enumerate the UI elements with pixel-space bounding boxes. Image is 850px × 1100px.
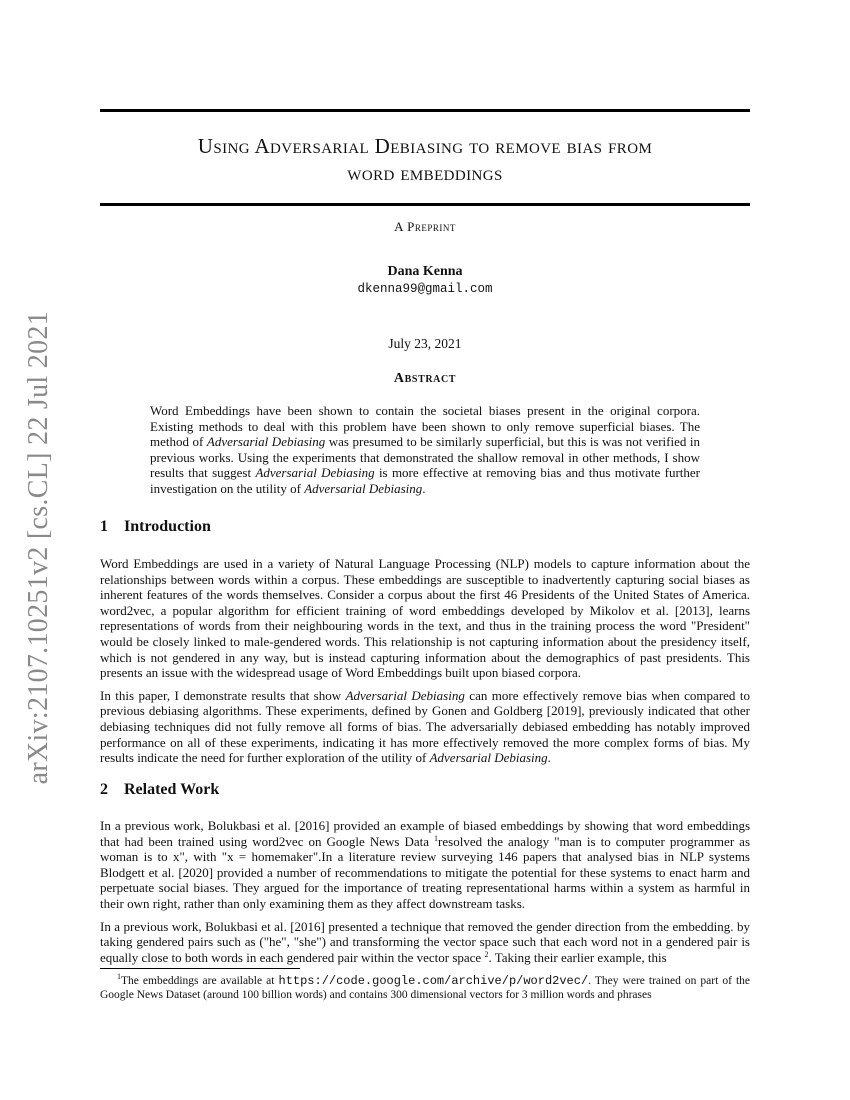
related-work-body: [100, 818, 750, 972]
emphasis: Adversarial Debiasing: [206, 434, 326, 450]
author-name: Dana Kenna: [387, 264, 463, 279]
emphasis: Adversarial Debiasing: [345, 687, 465, 703]
section-heading-introduction: [100, 518, 211, 536]
paper-title: [100, 133, 750, 187]
preprint-label: A Preprint: [394, 219, 456, 234]
footnote: $^1$The embeddings are available at https://code.google.com/archive/p/word2vec/. They were trained on part of the Google News Dataset (around 100 billion words) and contains 300 dimensional vectors for 3 million words and phrases: [100, 972, 751, 1001]
arxiv-watermark: [16, 305, 62, 790]
title-line-1: Using Adversarial Debiasing to remove bias from: [197, 134, 653, 158]
footnote-ref[interactable]: 1: [434, 833, 439, 843]
emphasis: Adversarial Debiasing: [304, 480, 423, 496]
related-paragraph-2: In a previous work, Bolukbasi et al. [2016] presented a technique that removed the gender direction from the embedding. by taking gendered pairs such as ("he", "she") and transforming the vector space such that each word not in a gendered pair is equally close to both words in each gendered pair within the vector space $^2$. Taking their earlier example, this: [100, 918, 750, 965]
intro-paragraph-2: In this paper, I demonstrate results that show Adversarial Debiasing can more effectively remove bias when compared to previous debiasing algorithms. These experiments, defined by Gonen and Goldberg [2019], previously indicated that other debiasing techniques did not fully remove all forms of bias. The adversarially debiased embedding has notably improved performance on all of these experiments, indicating it has more effectively removed the more complex forms of bias. My results indicate the need for further exploration of the utility of Adversarial Debiasing.: [100, 687, 750, 766]
section-number: 2: [100, 781, 108, 798]
footnote-rule: [100, 968, 300, 969]
title-top-rule: [100, 109, 750, 112]
arxiv-id-text: arXiv:2107.10251v2 [cs.CL] 22 Jul 2021: [23, 310, 54, 785]
related-paragraph-1: In a previous work, Bolukbasi et al. [2016] provided an example of biased embeddings by showing that word embeddings that had been trained using word2vec on Google News Data $^1$resolved the analogy "man is to computer programmer as woman is to x", with "x = homemaker".In a literature review surveying 146 papers that analysed bias in NLP systems Blodgett et al. [2020] provided a number of recommendations to mitigate the potential for these systems to enact harm and perpetuate social biases. They argued for the importance of treating representational harms within a system as harmful in their own right, rather than only examining them as they affect downstream tasks.: [100, 818, 751, 911]
abstract-paragraph: Word Embeddings have been shown to contain the societal biases present in the original corpora. Existing methods to deal with this problem have been shown to only remove superficial biases. The method of Adversarial Debiasing was presumed to be similarly superficial, but this is was not verified in previous works. Using the experiments that demonstrated the shallow removal in other methods, I show results that suggest Adversarial Debiasing is more effective at removing bias and thus motivate further investigation on the utility of Adversarial Debiasing.: [150, 403, 701, 496]
author-email[interactable]: dkenna99@gmail.com: [357, 282, 493, 296]
paper-date: July 23, 2021: [388, 336, 462, 351]
section-title: Related Work: [124, 781, 220, 798]
abstract-body: [150, 403, 700, 497]
section-number: 1: [100, 518, 108, 535]
footnote-ref[interactable]: 2: [484, 949, 489, 959]
title-bottom-rule: [100, 203, 750, 206]
emphasis: Adversarial Debiasing: [429, 750, 548, 766]
section-title: Introduction: [124, 518, 211, 535]
abstract-heading: Abstract: [393, 371, 457, 386]
title-line-2: word embeddings: [347, 161, 503, 185]
introduction-body: [100, 556, 750, 773]
emphasis: Adversarial Debiasing: [255, 465, 375, 481]
footnote-url[interactable]: https://code.google.com/archive/p/word2vec/: [278, 974, 589, 988]
footnote-mark: 1: [117, 972, 121, 981]
intro-paragraph-1: Word Embeddings are used in a variety of Natural Language Processing (NLP) models to capture information about the relationships between words within a corpus. These embeddings are susceptible to inadvertently capturing social biases as inherent features of the words themselves. Consider a corpus about the first 46 Presidents of the United States of America. word2vec, a popular algorithm for efficient training of word embeddings developed by Mikolov et al. [2013], learns representations of words from their neighbouring words in the text, and thus in the training process the word "President" would be closely linked to male-gendered words. This relationship is not capturing information about the presidency itself, which is not gendered in any way, but is instead capturing information about the demographics of past presidents. This presents an issue with the widespread usage of Word Embeddings built upon biased corpora.: [100, 556, 750, 681]
section-heading-related-work: [100, 781, 219, 799]
